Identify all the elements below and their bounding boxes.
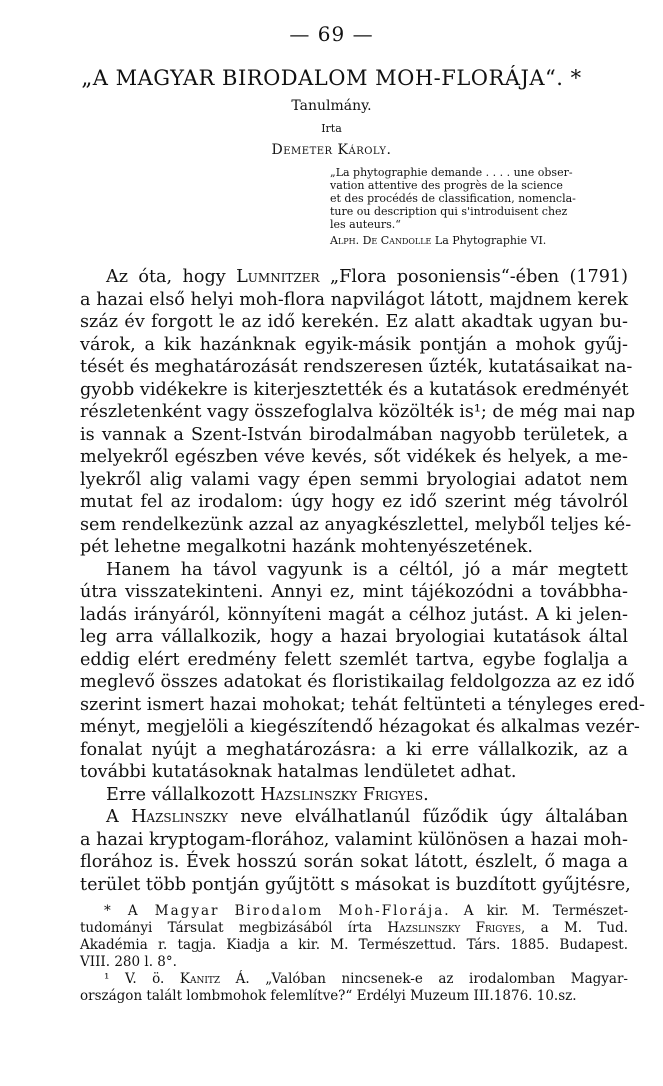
epigraph [330,166,630,247]
body-line: részletenként vagy összefoglalva közölték is¹; de még mai nap [80,402,636,422]
footnote-line: VIII. 280 l. 8°. [80,954,177,970]
body-line: ményt, megjelöli a kiegészítendő hézagokat és alkalmas vezér- [80,717,640,737]
footnote-line: ¹ V. ö. Kanitz Á. „Valóban nincsenek-e az irodalomban Magyar- [104,971,628,987]
body-line: tését és meghatározását rendszeresen űzték, kutatásaikat na- [80,357,633,377]
body-line: terület több pontján gyűjtött s másokat is buzdított gyűjtésre, [80,874,631,895]
body-line: gyobb vidékekre is kiterjesztették és a kutatások eredményét [80,379,629,400]
body-line: eddig elért eredmény felett szemlét tartva, egybe foglalja a [80,649,628,670]
epigraph-line: ture ou description qui s'introduisent chez [330,205,568,218]
body-line: A Hazslinszky neve elválhatlanúl fűződik úgy általában [106,807,628,827]
body-line: is vannak a Szent-István birodalmában nagyobb területek, a [80,424,628,445]
body-line: Az óta, hogy Lumnitzer „Flora posoniensis“-ében (1791) [106,267,628,287]
body-line: további kutatásoknak hatalmas lendületet adhat. [80,762,517,782]
body-line: meglevő összes adatokat és floristikailag feldolgozza az ez idő [80,672,635,692]
body-line: pét lehetne megalkotni hazánk mohtenyészetének. [80,537,533,557]
epigraph-source-work: La Phytographie VI. [431,234,547,247]
footnote-line: Akadémia r. tagja. Kiadja a kir. M. Természettud. Társ. 1885. Budapest. [80,937,628,953]
author-name: Demeter Károly. [271,142,392,158]
body-line: száz év forgott le az idő kerekén. Ez alatt akadtak ugyan bu- [80,312,628,332]
article-subtitle: Tanulmány. [291,98,372,114]
body-line: mutat fel az irodalom: úgy hogy ez idő szerint még távolról [80,492,628,512]
body-line: florához is. Évek hosszú során sokat látott, észlelt, ő maga a [80,852,628,872]
footnote-line: tudományi Társulat megbizásából írta Hazslinszky Frigyes, a M. Tud. [80,920,629,936]
epigraph-line: les auteurs.“ [330,218,401,231]
article-title: „A MAGYAR BIRODALOM MOH-FLORÁJA“. * [81,66,582,90]
byline-label: Irta [321,122,342,135]
body-line: ladás irányáról, könnyíteni magát a célhoz jutást. A ki jelen- [80,604,628,625]
body-line: lyekről alig valami vagy épen semmi bryologiai adatot nem [80,469,628,490]
body-line: útra visszatekinteni. Annyi ez, mint tájékozódni a továbbha- [80,582,628,602]
body-line: Hanem ha távol vagyunk is a céltól, jó a már megtett [106,559,628,580]
footnote-line: * A Magyar Birodalom Moh-Florája. A kir. M. Természet- [104,903,629,919]
body-line: leg arra vállalkozik, hogy a hazai bryologiai kutatások által [80,627,628,647]
epigraph-text [330,166,630,231]
epigraph-line: vation attentive des progrès de la science [330,179,563,192]
body-line: szerint ismert hazai mohokat; tehát feltünteti a tényleges ered- [80,694,645,715]
body-text [80,266,645,896]
body-line: sem rendelkezünk azzal az anyagkészlettel, melyből teljes ké- [80,514,632,535]
epigraph-source [330,234,630,247]
body-line: fonalat nyújt a meghatározásra: a ki erre vállalkozik, az a [80,739,628,760]
epigraph-line: „La phytographie demande . . . . une obser- [330,166,573,179]
body-line: várok, a kik hazánknak egyik-másik pontján a mohok gyűj- [80,334,628,355]
epigraph-line: et des procédés de classification, nomencla- [330,192,576,205]
epigraph-source-author: Alph. De Candolle [330,234,432,247]
body-line: a hazai első helyi moh-flora napvilágot látott, majdnem kerek [80,289,628,310]
body-line: melyekről egészben véve kevés, sőt vidékek és helyek, a me- [80,447,628,467]
footnotes [80,903,628,1005]
body-line: a hazai kryptogam-florához, valamint különösen a hazai moh- [80,829,628,850]
body-line: Erre vállalkozott Hazslinszky Frigyes. [106,784,429,805]
page-number: — 69 — [289,22,374,46]
footnote-line: országon talált lombmohok felemlítve?“ Erdélyi Muzeum III.1876. 10.sz. [80,988,577,1004]
